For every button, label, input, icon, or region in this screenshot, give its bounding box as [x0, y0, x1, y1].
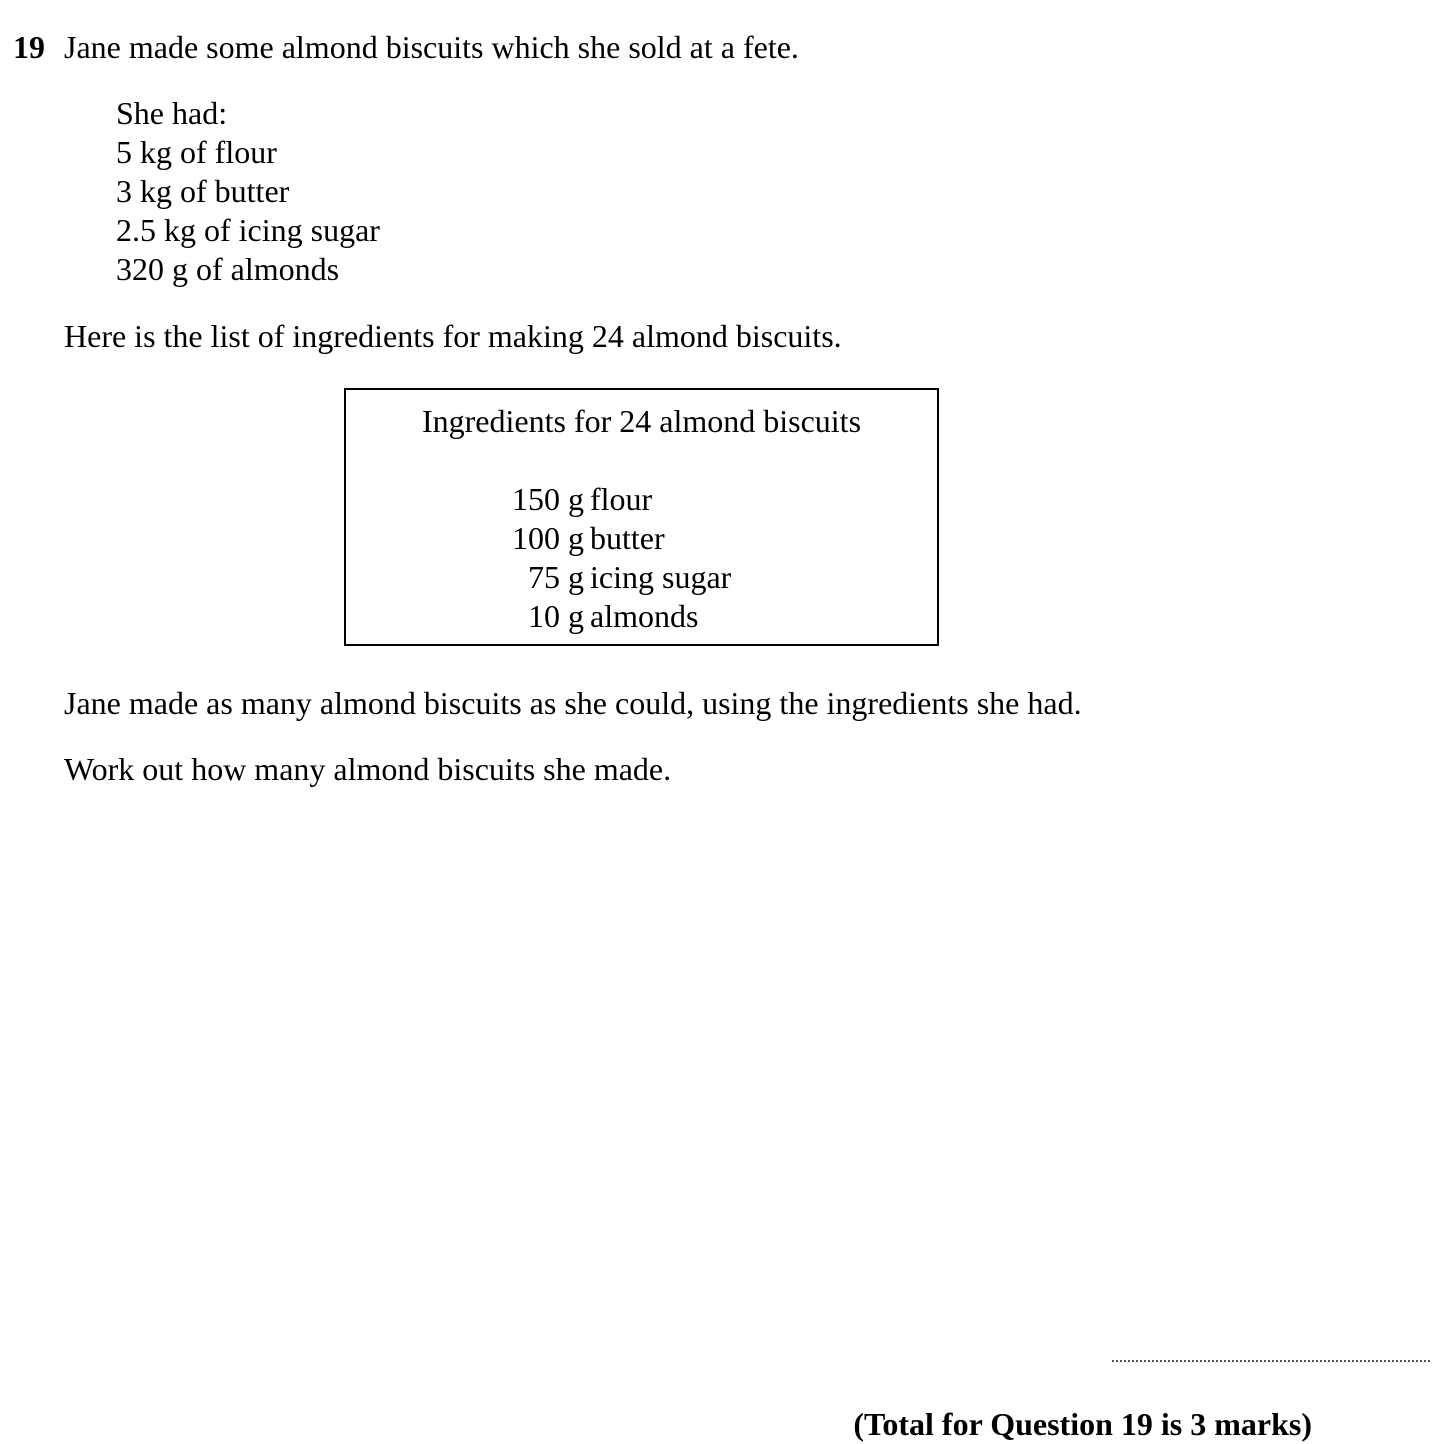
recipe-qty: 10 g: [528, 598, 584, 634]
recipe-intro: Here is the list of ingredients for making 24 almond biscuits.: [64, 318, 842, 354]
recipe-box: [344, 388, 939, 646]
question-intro: Jane made some almond biscuits which she sold at a fete.: [64, 29, 799, 65]
answer-line[interactable]: [1112, 1360, 1430, 1362]
recipe-qty: 75 g: [528, 559, 584, 595]
had-item-almonds: 320 g of almonds: [116, 251, 340, 287]
total-marks: (Total for Question 19 is 3 marks): [853, 1406, 1312, 1442]
recipe-title: Ingredients for 24 almond biscuits: [421, 403, 862, 439]
had-item-icing-sugar: 2.5 kg of icing sugar: [116, 212, 380, 248]
recipe-row-almonds: [506, 597, 731, 636]
recipe-qty: 100 g: [512, 520, 584, 556]
recipe-row-butter: [506, 519, 731, 558]
recipe-qty: 150 g: [512, 481, 584, 517]
recipe-ingredient: icing sugar: [590, 559, 732, 595]
had-item-butter: 3 kg of butter: [116, 173, 290, 209]
question-number: 19: [13, 29, 45, 65]
recipe-ingredient: almonds: [590, 598, 699, 634]
available-ingredients: [116, 94, 380, 289]
made-statement: Jane made as many almond biscuits as she could, using the ingredients she had.: [64, 685, 1082, 721]
recipe-row-flour: [506, 480, 731, 519]
had-item-flour: 5 kg of flour: [116, 134, 277, 170]
had-label: She had:: [116, 95, 228, 131]
recipe-ingredient: butter: [590, 520, 665, 556]
recipe-row-icing-sugar: [506, 558, 731, 597]
recipe-list: [506, 480, 731, 636]
recipe-ingredient: flour: [590, 481, 653, 517]
instruction: Work out how many almond biscuits she made.: [64, 751, 672, 787]
